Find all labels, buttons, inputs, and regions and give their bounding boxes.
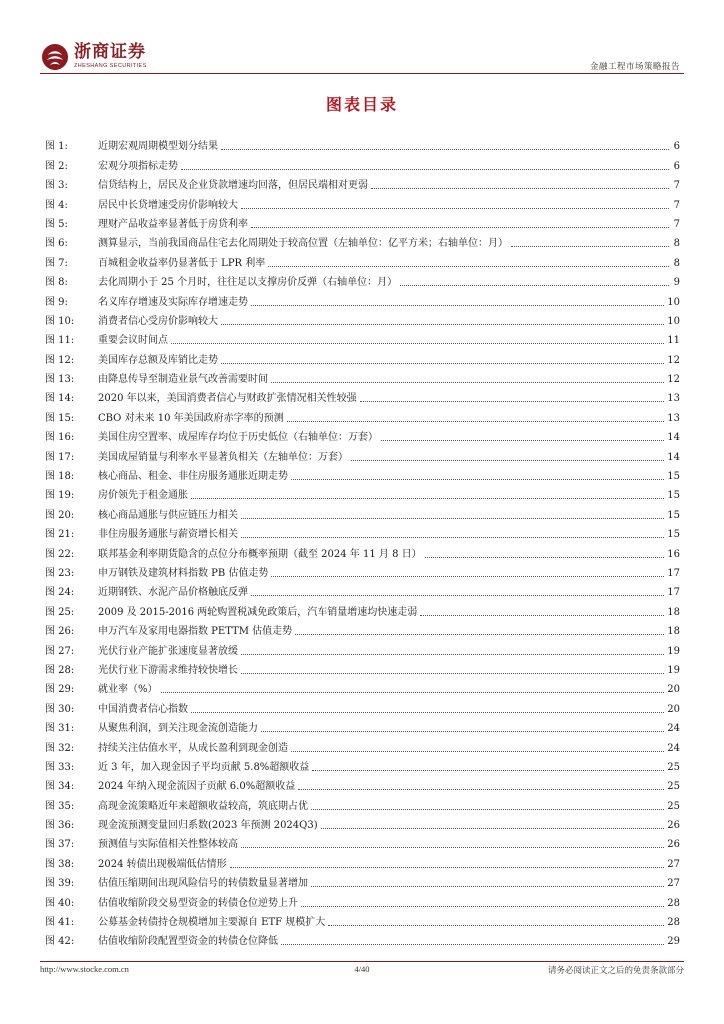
toc-dot-leader: [295, 634, 664, 635]
toc-figure-number: 图 30:: [45, 703, 75, 715]
toc-entry[interactable]: [45, 444, 680, 463]
toc-dot-leader: [425, 557, 665, 558]
toc-dot-leader: [251, 595, 664, 596]
toc-dot-leader: [191, 712, 664, 713]
toc-page-number[interactable]: 24: [667, 742, 680, 754]
toc-dot-leader: [161, 692, 665, 693]
toc-page-number[interactable]: 12: [667, 374, 680, 386]
toc-dot-leader: [420, 615, 664, 616]
toc-figure-title[interactable]: 2024 转债出现极端低估情形: [98, 858, 227, 870]
toc-entry[interactable]: [45, 677, 680, 696]
toc-figure-title[interactable]: 公募基金转债持仓规模增加主要源自 ETF 规模扩大: [98, 917, 326, 929]
toc-figure-title[interactable]: 核心商品、租金、非住房服务通胀近期走势: [98, 471, 288, 483]
brand-logo: [40, 42, 147, 72]
toc-dot-leader: [171, 343, 664, 344]
toc-figure-title[interactable]: 理财产品收益率显著低于房贷利率: [98, 218, 248, 230]
toc-entry[interactable]: [45, 328, 680, 347]
toc-figure-title[interactable]: 测算显示，当前我国商品住宅去化周期处于较高位置（左轴单位：亿平方米；右轴单位：月）: [98, 238, 508, 250]
toc-figure-title[interactable]: 宏观分项指标走势: [98, 160, 178, 172]
toc-entry[interactable]: [45, 832, 680, 851]
toc-dot-leader: [291, 479, 664, 480]
page-number: 4/40: [354, 964, 370, 974]
toc-dot-leader: [281, 944, 664, 945]
toc-entry[interactable]: [45, 522, 680, 541]
toc-page-number[interactable]: 14: [667, 432, 680, 444]
toc-figure-title[interactable]: 2009 及 2015-2016 两轮购置税减免政策后，汽车销量增速均快速走弱: [98, 606, 418, 618]
toc-page-number[interactable]: 9: [673, 277, 680, 289]
toc-dot-leader: [271, 382, 664, 383]
toc-page-number[interactable]: 18: [667, 626, 680, 638]
toc-figure-number: 图 5:: [45, 218, 68, 230]
toc-dot-leader: [351, 460, 664, 461]
toc-figure-title[interactable]: 美国库存总额及库销比走势: [98, 354, 218, 366]
toc-entry[interactable]: [45, 483, 680, 502]
toc-figure-title[interactable]: 估值收缩阶段交易型资金的转债仓位逆势上升: [98, 897, 298, 909]
toc-figure-title[interactable]: 信贷结构上，居民及企业贷款增速均回落，但居民端相对更弱: [98, 180, 368, 192]
toc-figure-number: 图 37:: [45, 839, 75, 851]
toc-entry[interactable]: [45, 289, 680, 308]
toc-figure-title[interactable]: 2020 年以来，美国消费者信心与财政扩张情况相关性较强: [98, 393, 357, 405]
toc-figure-title[interactable]: 2024 年纳入现金流因子贡献 6.0%超额收益: [98, 781, 296, 793]
toc-entry[interactable]: [45, 696, 680, 715]
toc-figure-number: 图 34:: [45, 781, 75, 793]
toc-figure-title[interactable]: CBO 对未来 10 年美国政府赤字率的预测: [98, 412, 284, 424]
toc-page-number[interactable]: 17: [667, 587, 680, 599]
toc-figure-number: 图 26:: [45, 626, 75, 638]
toc-figure-title[interactable]: 核心商品通胀与供应链压力相关: [98, 509, 238, 521]
toc-dot-leader: [241, 847, 664, 848]
toc-figure-title[interactable]: 现金流预测变量回归系数(2023 年预测 2024Q3): [98, 820, 318, 832]
toc-entry[interactable]: [45, 192, 680, 211]
toc-page-number[interactable]: 26: [667, 839, 680, 851]
toc-page-number[interactable]: 20: [667, 684, 680, 696]
toc-dot-leader: [241, 673, 664, 674]
toc-entry[interactable]: [45, 347, 680, 366]
toc-figure-title[interactable]: 高现金流策略近年来超额收益较高，筑底期占优: [98, 800, 308, 812]
toc-figure-title[interactable]: 美国住房空置率、成屋库存均位于历史低位（右轴单位：万套）: [98, 432, 378, 444]
toc-page-number[interactable]: 28: [667, 917, 680, 929]
toc-figure-number: 图 17:: [45, 451, 75, 463]
toc-entry[interactable]: [45, 386, 680, 405]
toc-entry[interactable]: [45, 813, 680, 832]
toc-dot-leader: [230, 867, 665, 868]
toc-page-number[interactable]: 8: [673, 257, 680, 269]
toc-page-number[interactable]: 6: [673, 141, 680, 153]
toc-figure-number: 图 16:: [45, 432, 75, 444]
toc-entry[interactable]: [45, 774, 680, 793]
toc-dot-leader: [271, 576, 664, 577]
toc-entry[interactable]: [45, 173, 680, 192]
toc-page-number[interactable]: 28: [667, 897, 680, 909]
toc-figure-number: 图 19:: [45, 490, 75, 502]
toc-figure-number: 图 10:: [45, 315, 75, 327]
page-footer: [40, 964, 684, 978]
toc-page-number[interactable]: 7: [673, 199, 680, 211]
toc-dot-leader: [311, 886, 664, 887]
toc-entry[interactable]: [45, 735, 680, 754]
toc-dot-leader: [221, 324, 664, 325]
toc-entry[interactable]: [45, 755, 680, 774]
toc-page-number[interactable]: 19: [667, 645, 680, 657]
toc-figure-number: 图 29:: [45, 684, 75, 696]
toc-page-number[interactable]: 10: [667, 296, 680, 308]
toc-figure-number: 图 12:: [45, 354, 75, 366]
toc-figure-number: 图 13:: [45, 374, 75, 386]
toc-figure-title[interactable]: 从聚焦利润，到关注现金流创造能力: [98, 723, 258, 735]
toc-dot-leader: [268, 266, 669, 267]
toc-figure-number: 图 9:: [45, 296, 68, 308]
toc-page-number[interactable]: 7: [673, 218, 680, 230]
toc-figure-title[interactable]: 近期宏观周期模型划分结果: [98, 141, 218, 153]
toc-figure-number: 图 2:: [45, 160, 68, 172]
toc-figure-number: 图 23:: [45, 567, 75, 579]
toc-page-number[interactable]: 14: [667, 451, 680, 463]
toc-page-number[interactable]: 15: [667, 509, 680, 521]
toc-dot-leader: [328, 925, 664, 926]
toc-figure-title[interactable]: 居民中长贷增速受房价影响较大: [98, 199, 238, 211]
toc-entry[interactable]: [45, 910, 680, 929]
toc-entry[interactable]: [45, 851, 680, 870]
toc-figure-title[interactable]: 重要会议时间点: [98, 335, 168, 347]
toc-figure-title[interactable]: 申万汽车及家用电器指数 PETTM 估值走势: [98, 626, 293, 638]
toc-page-number[interactable]: 8: [673, 238, 680, 250]
toc-dot-leader: [301, 906, 664, 907]
toc-figure-number: 图 36:: [45, 820, 75, 832]
toc-figure-number: 图 38:: [45, 858, 75, 870]
toc-figure-title[interactable]: 名义库存增速及实际库存增速走势: [98, 296, 248, 308]
toc-page-number[interactable]: 12: [667, 354, 680, 366]
toc-figure-title[interactable]: 中国消费者信心指数: [98, 703, 188, 715]
toc-dot-leader: [511, 246, 669, 247]
toc-figure-title[interactable]: 美国成屋销量与利率水平显著负相关（左轴单位：万套）: [98, 451, 348, 463]
report-type-label: 金融工程市场策略报告: [589, 62, 680, 72]
toc-page-number[interactable]: 10: [667, 315, 680, 327]
toc-figure-title[interactable]: 光伏行业产能扩张速度显著放缓: [98, 645, 238, 657]
toc-page-number[interactable]: 25: [667, 761, 680, 773]
zheshang-logo-icon: [40, 42, 70, 72]
toc-figure-number: 图 42:: [45, 936, 75, 948]
toc-dot-leader: [321, 828, 665, 829]
toc-entry[interactable]: [45, 658, 680, 677]
toc-page-number[interactable]: 15: [667, 529, 680, 541]
toc-figure-title[interactable]: 估值收缩阶段配置型资金的转债仓位降低: [98, 936, 278, 948]
toc-figure-number: 图 41:: [45, 917, 75, 929]
toc-entry[interactable]: [45, 425, 680, 444]
toc-page-number[interactable]: 7: [673, 180, 680, 192]
toc-dot-leader: [298, 789, 664, 790]
toc-figure-number: 图 39:: [45, 878, 75, 890]
toc-dot-leader: [311, 809, 664, 810]
toc-page-number[interactable]: 15: [667, 490, 680, 502]
toc-entry[interactable]: [45, 231, 680, 250]
page-header: [40, 38, 684, 78]
toc-figure-number: 图 24:: [45, 587, 75, 599]
toc-entry[interactable]: [45, 793, 680, 812]
toc-figure-title[interactable]: 预测值与实际值相关性整体较高: [98, 839, 238, 851]
toc-dot-leader: [312, 770, 664, 771]
toc-page-number[interactable]: 13: [667, 412, 680, 424]
toc-figure-number: 图 20:: [45, 509, 75, 521]
brand-name-en: ZHESHANG SECURITIES: [74, 63, 147, 69]
toc-figure-number: 图 28:: [45, 664, 75, 676]
toc-entry[interactable]: [45, 871, 680, 890]
toc-dot-leader: [291, 751, 664, 752]
toc-figure-number: 图 21:: [45, 529, 75, 541]
toc-figure-title[interactable]: 光伏行业下游需求维持较快增长: [98, 664, 238, 676]
toc-figure-number: 图 15:: [45, 412, 75, 424]
toc-figure-title[interactable]: 近 3 年，加入现金因子平均贡献 5.8%超额收益: [98, 761, 310, 773]
toc-entry[interactable]: [45, 619, 680, 638]
toc-figure-title[interactable]: 去化周期小于 25 个月时，往往足以支撑房价反弹（右轴单位：月）: [98, 277, 398, 289]
toc-page-number[interactable]: 16: [667, 548, 680, 560]
toc-entry[interactable]: [45, 929, 680, 948]
toc-figure-title[interactable]: 就业率（%）: [98, 684, 158, 696]
toc-figure-number: 图 22:: [45, 548, 75, 560]
toc-page-number[interactable]: 13: [667, 393, 680, 405]
toc-page-number[interactable]: 25: [667, 781, 680, 793]
toc-page-number[interactable]: 24: [667, 723, 680, 735]
toc-figure-number: 图 11:: [45, 335, 75, 347]
toc-entry[interactable]: [45, 309, 680, 328]
toc-figure-title[interactable]: 消费者信心受房价影响较大: [98, 315, 218, 327]
toc-figure-number: 图 25:: [45, 606, 75, 618]
toc-dot-leader: [371, 188, 669, 189]
toc-figure-title[interactable]: 近期钢铁、水泥产品价格触底反弹: [98, 587, 248, 599]
toc-dot-leader: [360, 401, 665, 402]
toc-entry[interactable]: [45, 638, 680, 657]
toc-page-number[interactable]: 15: [667, 471, 680, 483]
header-divider: [40, 73, 684, 74]
toc-dot-leader: [181, 169, 669, 170]
disclaimer-note: 请务必阅读正文之后的免责条款部分: [547, 966, 684, 976]
toc-entry[interactable]: [45, 405, 680, 424]
toc-entry[interactable]: [45, 502, 680, 521]
footer-divider: [40, 961, 684, 962]
toc-page-number[interactable]: 6: [673, 160, 680, 172]
toc-entry[interactable]: [45, 580, 680, 599]
toc-figure-number: 图 40:: [45, 897, 75, 909]
toc-figure-number: 图 1:: [45, 141, 68, 153]
toc-page-number[interactable]: 29: [667, 936, 680, 948]
toc-figure-title[interactable]: 估值压缩期间出现风险信号的转债数量显著增加: [98, 878, 308, 890]
toc-figure-number: 图 6:: [45, 238, 68, 250]
toc-figure-title[interactable]: 房价领先于租金通胀: [98, 490, 188, 502]
toc-dot-leader: [381, 440, 664, 441]
toc-dot-leader: [261, 731, 664, 732]
toc-entry[interactable]: [45, 153, 680, 172]
footer-url-link[interactable]: http://www.stocke.com.cn: [40, 964, 129, 974]
toc-page-number[interactable]: 19: [667, 664, 680, 676]
toc-figure-title[interactable]: 百城租金收益率仍显著低于 LPR 利率: [98, 257, 266, 269]
toc-figure-title[interactable]: 非住房服务通胀与薪资增长相关: [98, 529, 238, 541]
toc-page-number[interactable]: 27: [667, 878, 680, 890]
toc-page-number[interactable]: 17: [667, 567, 680, 579]
toc-figure-number: 图 27:: [45, 645, 75, 657]
toc-entry[interactable]: [45, 367, 680, 386]
toc-entry[interactable]: [45, 599, 680, 618]
toc-dot-leader: [241, 518, 664, 519]
toc-dot-leader: [221, 363, 664, 364]
toc-dot-leader: [241, 654, 664, 655]
toc-figure-number: 图 7:: [45, 257, 68, 269]
toc-figure-number: 图 14:: [45, 393, 75, 405]
toc-entry[interactable]: [45, 716, 680, 735]
toc-figure-number: 图 4:: [45, 199, 68, 211]
figure-toc-list: [45, 134, 680, 948]
toc-entry[interactable]: [45, 464, 680, 483]
toc-figure-number: 图 8:: [45, 277, 68, 289]
toc-entry[interactable]: [45, 270, 680, 289]
toc-dot-leader: [221, 149, 669, 150]
toc-figure-number: 图 35:: [45, 800, 75, 812]
page-title: 图表目录: [325, 95, 398, 114]
toc-figure-number: 图 3:: [45, 180, 68, 192]
toc-page-number[interactable]: 27: [667, 858, 680, 870]
toc-figure-title[interactable]: 由降息传导至制造业景气改善需要时间: [98, 374, 268, 386]
toc-figure-number: 图 31:: [45, 723, 75, 735]
toc-dot-leader: [251, 227, 669, 228]
toc-page-number[interactable]: 20: [667, 703, 680, 715]
toc-dot-leader: [241, 208, 669, 209]
toc-entry[interactable]: [45, 212, 680, 231]
toc-entry[interactable]: [45, 890, 680, 909]
toc-entry[interactable]: [45, 541, 680, 560]
toc-entry[interactable]: [45, 561, 680, 580]
toc-entry[interactable]: [45, 250, 680, 269]
toc-entry[interactable]: [45, 134, 680, 153]
toc-figure-number: 图 18:: [45, 471, 75, 483]
toc-figure-number: 图 32:: [45, 742, 75, 754]
toc-figure-title[interactable]: 申万钢铁及建筑材料指数 PB 估值走势: [98, 567, 269, 579]
toc-page-number[interactable]: 25: [667, 800, 680, 812]
toc-dot-leader: [287, 421, 665, 422]
toc-page-number[interactable]: 11: [667, 335, 680, 347]
brand-name-cn: 浙商证券: [74, 42, 146, 62]
toc-page-number[interactable]: 18: [667, 606, 680, 618]
toc-page-number[interactable]: 26: [667, 820, 680, 832]
toc-dot-leader: [400, 285, 669, 286]
toc-figure-title[interactable]: 联邦基金利率期货隐含的点位分布概率预期（截至 2024 年 11 月 8 日）: [98, 548, 422, 560]
toc-figure-title[interactable]: 持续关注估值水平，从成长盈利到现金创造: [98, 742, 288, 754]
toc-dot-leader: [191, 498, 664, 499]
toc-figure-number: 图 33:: [45, 761, 75, 773]
toc-dot-leader: [241, 537, 664, 538]
toc-dot-leader: [251, 305, 664, 306]
